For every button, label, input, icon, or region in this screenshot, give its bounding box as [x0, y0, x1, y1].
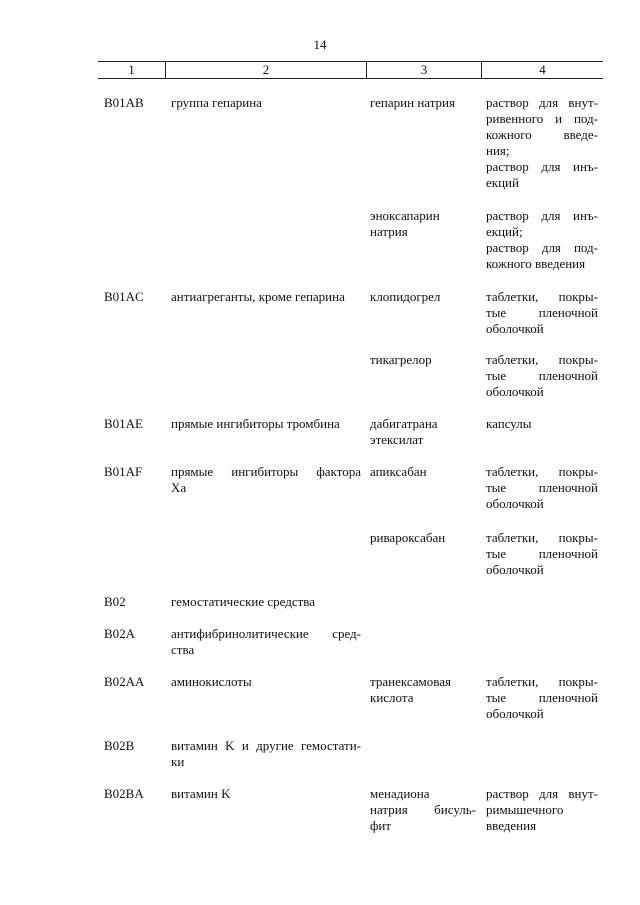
drug-line: апиксабан — [370, 464, 427, 479]
atc-code: B01AC — [104, 289, 144, 304]
group-line: прямые ингибиторы фактора — [171, 464, 361, 479]
drug-name — [370, 95, 476, 111]
atc-code: B01AB — [104, 95, 144, 110]
dosage-form — [486, 416, 598, 432]
drug-line: клопидогрел — [370, 289, 441, 304]
dosage-form — [486, 208, 598, 272]
form-line: оболочкой — [486, 496, 544, 511]
atc-code: B02A — [104, 626, 136, 641]
form-line: кожного введе- — [486, 127, 598, 142]
drug-line: ривароксабан — [370, 530, 446, 545]
drug-name — [370, 416, 476, 448]
drug-line: натрия бисуль- — [370, 802, 476, 817]
dosage-form — [486, 674, 598, 722]
drug-name — [370, 674, 476, 706]
group-line: прямые ингибиторы тромбина — [171, 416, 340, 431]
group-line: Xa — [171, 480, 187, 495]
group-line: витамин K — [171, 786, 231, 801]
form-line: таблетки, покры- — [486, 674, 598, 689]
form-line: тые пленочной — [486, 546, 598, 561]
group-name — [171, 786, 361, 802]
form-line: кожного введения — [486, 256, 586, 271]
dosage-form — [486, 352, 598, 400]
form-line: введения — [486, 818, 537, 833]
form-line: таблетки, покры- — [486, 464, 598, 479]
dosage-form — [486, 464, 598, 512]
group-line: гемостатические средства — [171, 594, 316, 609]
dosage-form — [486, 530, 598, 578]
drug-name — [370, 464, 476, 480]
form-line: оболочкой — [486, 706, 544, 721]
drug-line: натрия — [370, 224, 408, 239]
drug-name — [370, 289, 476, 305]
header-col-1: 1 — [128, 62, 135, 77]
drug-name — [370, 208, 476, 240]
dosage-form — [486, 95, 598, 191]
form-line: раствор для внут- — [486, 786, 598, 801]
group-name — [171, 416, 361, 432]
drug-line: фит — [370, 818, 392, 833]
form-line: ривенного и под- — [486, 111, 598, 126]
drug-line: кислота — [370, 690, 414, 705]
form-line: тые пленочной — [486, 690, 598, 705]
drug-line: этексилат — [370, 432, 424, 447]
form-line: раствор для инъ- — [486, 208, 598, 223]
form-line: екций; — [486, 224, 523, 239]
drug-name — [370, 786, 476, 834]
group-line: группа гепарина — [171, 95, 262, 110]
group-line: антифибринолитические сред- — [171, 626, 361, 641]
header-col-2: 2 — [165, 62, 366, 78]
form-line: оболочкой — [486, 562, 544, 577]
group-name — [171, 594, 361, 610]
group-name — [171, 626, 361, 658]
form-line: оболочкой — [486, 384, 544, 399]
atc-code: B01AF — [104, 464, 143, 479]
form-line: таблетки, покры- — [486, 530, 598, 545]
atc-code: B02BA — [104, 786, 144, 801]
drug-line: эноксапарин — [370, 208, 440, 223]
form-line: таблетки, покры- — [486, 289, 598, 304]
form-line: тые пленочной — [486, 480, 598, 495]
form-line: капсулы — [486, 416, 532, 431]
atc-code: B01AE — [104, 416, 143, 431]
header-col-3: 3 — [366, 62, 481, 78]
form-line: раствор для инъ- — [486, 159, 598, 174]
dosage-form — [486, 289, 598, 337]
drug-line: менадиона — [370, 786, 430, 801]
drug-name — [370, 352, 476, 368]
form-line: римышечного — [486, 802, 564, 817]
form-line: оболочкой — [486, 321, 544, 336]
atc-code: B02AA — [104, 674, 145, 689]
group-name — [171, 674, 361, 690]
group-name — [171, 289, 361, 305]
drug-line: транексамовая — [370, 674, 451, 689]
form-line: тые пленочной — [486, 305, 598, 320]
page-number: 14 — [313, 37, 327, 52]
group-name — [171, 95, 361, 111]
drug-name — [370, 530, 476, 546]
group-line: ства — [171, 642, 195, 657]
atc-code: B02B — [104, 738, 135, 753]
group-line: витамин K и другие гемостати- — [171, 738, 361, 753]
drug-line: дабигатрана — [370, 416, 438, 431]
dosage-form — [486, 786, 598, 834]
group-name — [171, 738, 361, 770]
group-line: аминокислоты — [171, 674, 252, 689]
drug-line: тикагрелор — [370, 352, 432, 367]
form-line: екций — [486, 175, 519, 190]
form-line: тые пленочной — [486, 368, 598, 383]
form-line: ния; — [486, 143, 510, 158]
form-line: таблетки, покры- — [486, 352, 598, 367]
atc-code: B02 — [104, 594, 126, 609]
form-line: раствор для под- — [486, 240, 598, 255]
group-name — [171, 464, 361, 496]
group-line: антиагреганты, кроме гепарина — [171, 289, 345, 304]
form-line: раствор для внут- — [486, 95, 598, 110]
drug-line: гепарин натрия — [370, 95, 455, 110]
header-col-4: 4 — [481, 62, 603, 78]
table-header — [98, 61, 603, 79]
group-line: ки — [171, 754, 185, 769]
